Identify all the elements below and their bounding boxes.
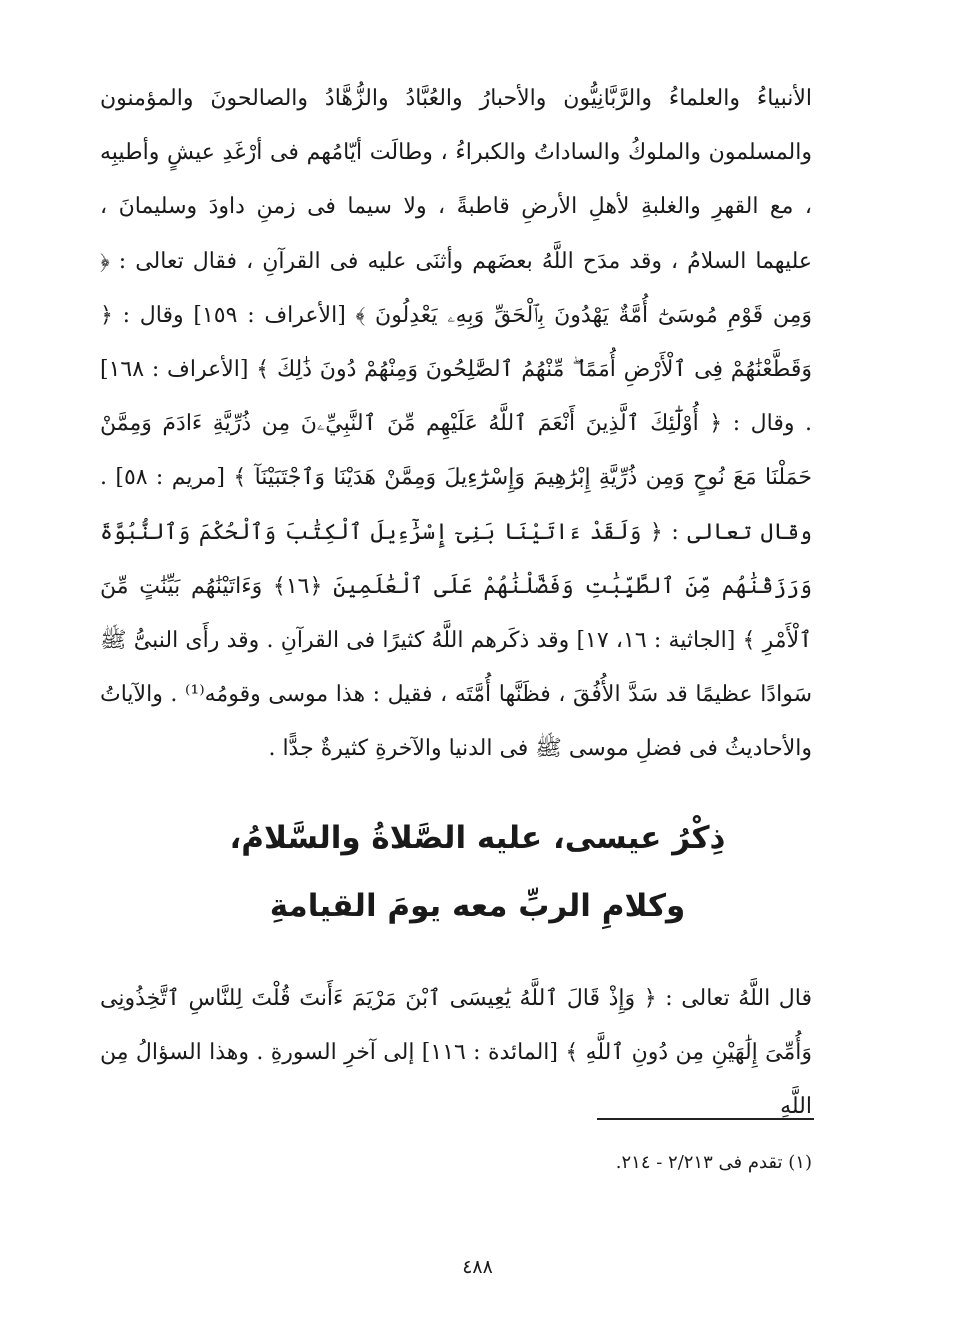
section-paragraph: قال اللَّهُ تعالى : ﴿ وَإِذْ قَالَ ٱللَّهُ يَٰعِيسَى ٱبْنَ مَرْيَمَ ءَأَنتَ قُلْتَ لِلنَّاسِ ٱتَّخِذُونِى وَأُمِّىَ إِلَٰهَيْنِ مِن دُونِ ٱللَّهِ ﴾ [المائدة : ١١٦] إلى آخرِ السورةِ . وهذا السؤالُ مِن اللَّهِ (100, 986, 812, 1119)
section-heading-line-2: وكلامِ الربِّ معه يومَ القيامةِ (269, 888, 686, 924)
footnote: (١) تقدم فى ٢/٢١٣ - ٢١٤. (615, 1152, 812, 1173)
section-text (100, 972, 812, 1134)
body-paragraph: الأنبياءُ والعلماءُ والرَّبَّانِيُّون والأحبارُ والعُبَّادُ والزُّهَّادُ والصالحونَ والمؤمنون والمسلمون والملوكُ والساداتُ والكبراءُ ، وطالَت أيّامُهم فى أرْغَدِ عيشٍ وأطيبِه ، مع القهرِ والغلبةِ لأهلِ الأرضِ قاطبةً ، ولا سيما فى زمنِ داودَ وسليمانَ ، عليهما السلامُ ، وقد مدَح اللَّهُ بعضَهم وأثنَى عليه فى القرآنِ ، فقال تعالى : ﴿ وَمِن قَوْمِ مُوسَىٰٓ أُمَّةٌ يَهْدُونَ بِٱلْحَقِّ وَبِهِۦ يَعْدِلُونَ ﴾ [الأعراف : ١٥٩] وقال : ﴿ وَقَطَّعْنَٰهُمْ فِى ٱلْأَرْضِ أُمَمًا ۖ مِّنْهُمُ ٱلصَّٰلِحُونَ وَمِنْهُمْ دُونَ ذَٰلِكَ ﴾ [الأعراف : ١٦٨] . وقال : ﴿ أُوْلَٰٓئِكَ ٱلَّذِينَ أَنْعَمَ ٱللَّهُ عَلَيْهِم مِّنَ ٱلنَّبِيِّۦنَ مِن ذُرِّيَّةِ ءَادَمَ وَمِمَّنْ حَمَلْنَا مَعَ نُوحٍ وَمِن ذُرِّيَّةِ إِبْرَٰهِيمَ وَإِسْرَٰٓءِيلَ وَمِمَّنْ هَدَيْنَا وَٱجْتَبَيْنَآ ﴾ [مريم : ٥٨] . وقال تعالى : ﴿ وَلَقَدْ ءَاتَيْنَا بَنِىٓ إِسْرَٰٓءِيلَ ٱلْكِتَٰبَ وَٱلْحُكْمَ وَٱلنُّبُوَّةَ وَرَزَقْنَٰهُم مِّنَ ٱلطَّيِّبَٰتِ وَفَضَّلْنَٰهُمْ عَلَى ٱلْعَٰلَمِينَ ﴿١٦﴾ وَءَاتَيْنَٰهُم بَيِّنَٰتٍ مِّنَ ٱلْأَمْرِ ﴾ [الجاثية : ١٦، ١٧] وقد ذكَرهم اللَّهُ كثيرًا فى القرآنِ . وقد رأَى النبىُّ ﷺ سَوادًا عظيمًا قد سَدَّ الأُفُقَ ، فظَنَّها أُمَّتَه ، فقيل : هذا موسى وقومُه⁽¹⁾ . والآياتُ والأحاديثُ فى فضلِ موسى ﷺ فى الدنيا والآخرةِ كثيرةٌ جدًّا . (100, 86, 813, 762)
body-text (100, 72, 812, 777)
footnote-divider (597, 1118, 814, 1120)
page-number: ٤٨٨ (462, 1256, 493, 1278)
section-heading-line-1: ذِكْرُ عيسى، عليه الصَّلاةُ والسَّلامُ، (229, 820, 726, 856)
